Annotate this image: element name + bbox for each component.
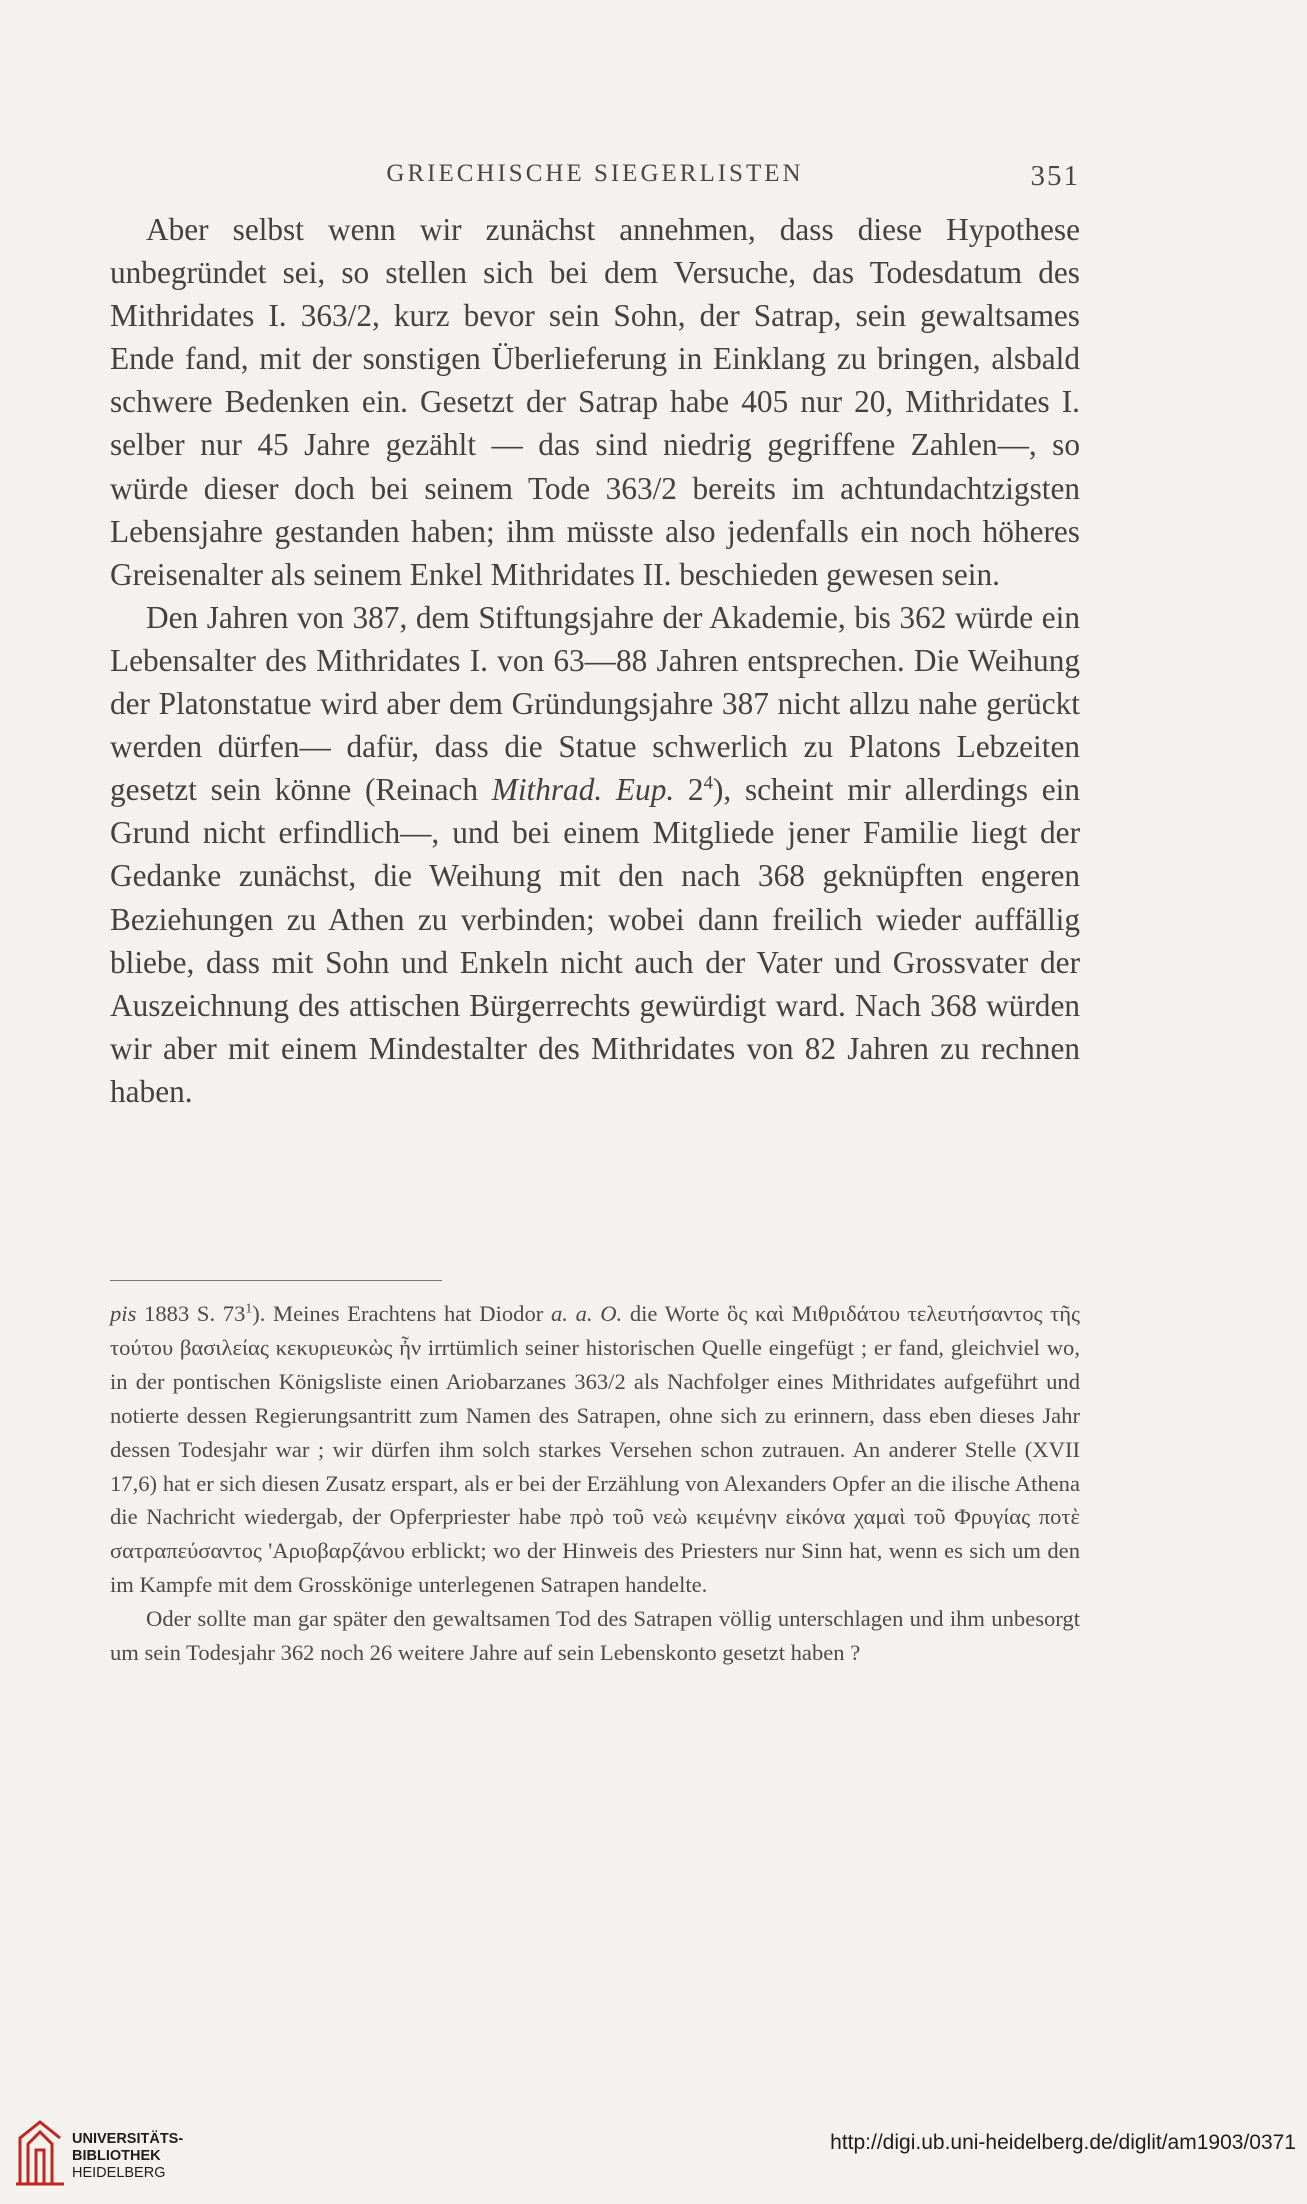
citation-mithrad: Mithrad. Eup. <box>491 772 675 808</box>
paragraph-2-text-a: Den Jahren von 387, dem Stiftungsjahre der Akademie, bis 362 würde ein Lebensalter des Mithridates I. von 63—88 Jahren entsprechen. Die Weihung der Platonstatue wird aber dem Gründungsjahre 387 nicht allzu nahe gerückt werden dürfen— dafür, dass die Statue schwerlich zu Platons Lebzeiten gesetzt sein könne (Reinach <box>110 599 1080 808</box>
paragraph-2-text-b: ), scheint mir allerdings ein Grund nicht erfindlich—, und bei einem Mitgliede jener Familie liegt der Gedanke zunächst, die Weihung mit den nach 368 geknüpften engeren Beziehungen zu Athen zu verbinden; wobei dann freilich wieder auffällig bliebe, dass mit Sohn und Enkeln nicht auch der Vater und Grossvater der Auszeichnung des attischen Bürgerrechts gewürdigt ward. Nach 368 würden wir aber mit einem Mindestalter des Mithridates von 82 Jahren zu rechnen haben. <box>110 772 1080 1109</box>
library-name <box>72 2131 183 2182</box>
library-line-2: BIBLIOTHEK <box>72 2148 161 2164</box>
heidelberg-library-logo-icon <box>14 2118 66 2188</box>
footnotes <box>110 1297 1080 1670</box>
page-number: 351 <box>1030 160 1080 192</box>
footnote-1-text-b: ). Meines Erachtens hat Diodor <box>252 1301 551 1326</box>
library-line-3: HEIDELBERG <box>72 2165 166 2181</box>
footnote-1-sup: 1 <box>245 1300 253 1316</box>
footnote-1-cite: pis <box>110 1301 137 1326</box>
main-text <box>110 208 1080 1113</box>
library-line-1: UNIVERSITÄTS- <box>72 2131 184 2147</box>
footnote-2: Oder sollte man gar später den gewaltsamen Tod des Satrapen völlig unterschlagen und ihm unbesorgt um sein Todesjahr 362 noch 26 weitere Jahre auf sein Lebenskonto gesetzt haben ? <box>110 1606 1080 1666</box>
paragraph-2 <box>110 596 1080 1113</box>
footnote-divider <box>110 1280 442 1281</box>
footnote-1 <box>110 1297 1080 1602</box>
running-head <box>110 160 1080 194</box>
footnote-ref: 4 <box>703 772 713 794</box>
citation-number: 2 <box>674 772 704 808</box>
footnote-1-text-c: die Worte ὃς καὶ Μιθριδάτου τελευτήσαντος τῆς τούτου βασιλείας κεκυριευκὼς ἦν irrtümlich seiner historischen Quelle eingefügt ; er fand, gleichviel wo, in der pontischen Königsliste einen Ariobarzanes 363/2 als Nachfolger eines Mithridates aufgeführt und notierte dessen Regierungsantritt zum Namen des Satrapen, ohne sich zu erinnern, dass eben dieses Jahr dessen Todesjahr war ; wir dürfen ihm solch starkes Versehen schon zutrauen. An anderer Stelle (XVII 17,6) hat er sich diesen Zusatz erspart, als er bei der Erzählung von Alexanders Opfer an die ilische Athena die Nachricht wiedergab, der Opferpriester habe πρὸ τοῦ νεὼ κειμένην εἰκόνα χαμαὶ τοῦ Φρυγίας ποτὲ σατραπεύσαντος 'Αριοβαρζάνου erblickt; wo der Hinweis des Priesters nur Sinn hat, wenn es sich um den im Kampfe mit dem Grosskönige unterlegenen Satrapen handelte. <box>110 1301 1080 1598</box>
footnote-1-aao: a. a. O. <box>550 1301 623 1326</box>
running-title: GRIECHISCHE SIEGERLISTEN <box>386 160 804 187</box>
paragraph-1: Aber selbst wenn wir zunächst annehmen, dass diese Hypothese unbegründet sei, so stellen sich bei dem Versuche, das Todesdatum des Mithridates I. 363/2, kurz bevor sein Sohn, der Satrap, sein gewaltsames Ende fand, mit der sonstigen Überlieferung in Einklang zu bringen, alsbald schwere Bedenken ein. Gesetzt der Satrap habe 405 nur 20, Mithridates I. selber nur 45 Jahre gezählt — das sind niedrig gegriffene Zahlen—, so würde dieser doch bei seinem Tode 363/2 bereits im achtundachtzigsten Lebensjahre gestanden haben; ihm müsste also jedenfalls ein noch höheres Greisenalter als seinem Enkel Mithridates II. beschieden gewesen sein. <box>110 212 1080 592</box>
footnote-1-text-a: 1883 S. 73 <box>136 1301 246 1326</box>
source-url-link[interactable]: http://digi.ub.uni-heidelberg.de/diglit/am1903/0371 <box>830 2131 1296 2154</box>
